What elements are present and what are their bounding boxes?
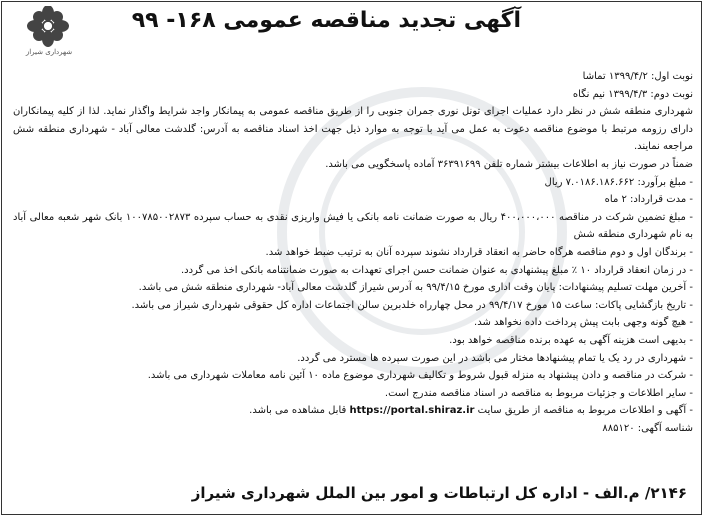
second-publication-date: نوبت دوم: ۱۳۹۹/۴/۳ نیم نگاه: [572, 88, 693, 100]
intro-paragraph: شهرداری منطقه شش در نظر دارد عملیات اجرای تونل نوری جمران جنوبی را از طریق مناقصه عمومی به پیمانکار واجد شرایط واگذار نماید. لذا از کلیه پیمانکاران دارای رزومه مرتبط با موضوع مناقصه دعوت به عمل می آید با توجه به موارد ذیل جهت اخذ اسناد مناقصه به آدرس: گلدشت معالی آباد - شهرداری منطقه شش مراجعه نمایند.: [13, 106, 693, 153]
condition-item: - برندگان اول و دوم مناقصه هرگاه حاضر به انعقاد قرارداد نشوند سپرده آنان به ترتیب ضبط خواهد شد.: [265, 246, 693, 258]
condition-item: - هیچ گونه وجهی بابت پیش پرداخت داده نخواهد شد.: [474, 317, 693, 329]
condition-item: - شرکت در مناقصه و دادن پیشنهاد به منزله قبول شروط و تکالیف شهرداری موضوع ماده ۱۰ آئین نامه معاملات شهرداری می باشد.: [147, 370, 693, 382]
condition-item: - تاریخ بازگشایی پاکات: ساعت ۱۵ مورخ ۹۹/۴/۱۷ در محل چهارراه خلدبرین سالن اجتماعات اداره کل حقوقی شهرداری شیراز می باشد.: [131, 299, 693, 311]
condition-item: - شهرداری در رد یک یا تمام پیشنهادها مختار می باشد در این صورت سپرده ها مسترد می گردد.: [297, 352, 693, 364]
notice-footer: ۲۱۴۶/ م.الف - اداره کل ارتباطات و امور بین الملل شهرداری شیراز: [191, 484, 687, 502]
website-line: [13, 402, 693, 420]
condition-item: - در زمان انعقاد قرارداد ۱۰ ٪ مبلغ پیشنهادی به عنوان ضمانت حسن اجرای تعهدات به صورت ضمانتنامه بانکی اخذ می گردد.: [180, 264, 693, 276]
notice-frame: [1, 1, 702, 515]
notice-title: آگهی تجدید مناقصه عمومی ۱۶۸- ۹۹: [131, 8, 521, 33]
ad-identifier: شناسه آگهی: ۸۸۵۱۲۰: [602, 422, 693, 434]
first-publication-date: نوبت اول: ۱۳۹۹/۴/۲ تماشا: [582, 71, 693, 82]
website-link[interactable]: https://portal.shiraz.ir: [349, 405, 475, 417]
notice-body: [13, 68, 693, 437]
website-prefix: - آگهی و اطلاعات مربوط به مناقصه از طریق سایت: [477, 405, 693, 417]
condition-item: - بدیهی است هزینه آگهی به عهده برنده مناقصه خواهد بود.: [449, 334, 693, 346]
condition-item: - مبلغ تضمین شرکت در مناقصه ۴۰۰،۰۰۰،۰۰۰ ریال به صورت ضمانت نامه بانکی یا فیش واریزی نقدی به حساب سپرده ۱۰۰۷۸۵۰۰۲۸۷۳ بانک شهر شعبه معالی آباد به نام شهرداری منطقه شش: [13, 211, 694, 241]
shiraz-municipality-logo: [13, 6, 83, 58]
contact-line: ضمناً در صورت نیاز به اطلاعات بیشتر شماره تلفن ۳۶۳۹۱۶۹۹ آماده پاسخگویی می باشد.: [325, 158, 693, 170]
logo-caption: [15, 48, 83, 56]
website-suffix: قابل مشاهده می باشد.: [249, 405, 347, 417]
condition-item: - آخرین مهلت تسلیم پیشنهادات: پایان وقت اداری مورخ ۹۹/۴/۱۵ به آدرس شیراز گلدشت معالی آباد- شهرداری منطقه شش می باشد.: [138, 282, 693, 294]
flower-logo-icon: [13, 6, 83, 50]
logo-text: شهرداری شیراز: [25, 48, 73, 56]
condition-item: - سایر اطلاعات و جزئیات مربوط به مناقصه در اسناد مناقصه مندرج است.: [384, 387, 693, 399]
condition-item: - مدت قرارداد: ۲ ماه: [604, 194, 693, 206]
condition-item: - مبلغ برآورد: ۷.۰۱۸۶.۱۸۶.۶۶۲ ریال: [544, 176, 693, 188]
notice-header: [2, 2, 701, 60]
